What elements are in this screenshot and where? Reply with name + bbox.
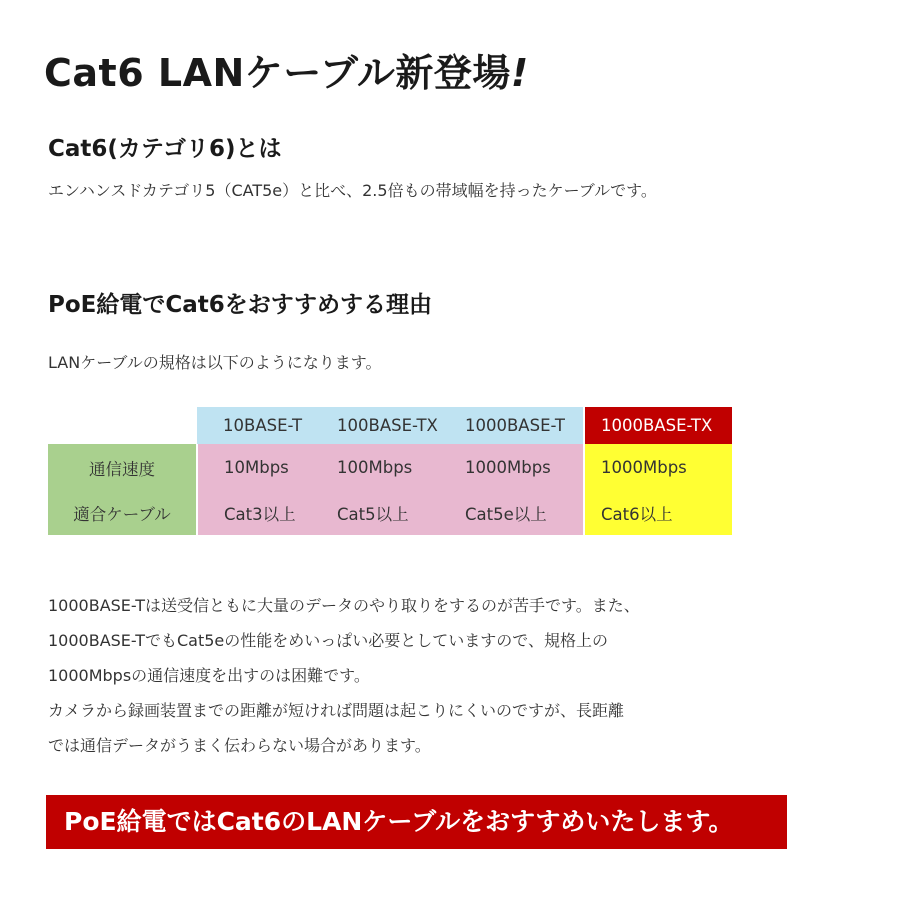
explanation-line: 1000BASE-Tは送受信ともに大量のデータのやり取りをするのが苦手です。また、 [48,596,640,615]
explanation-line: 1000Mbpsの通信速度を出すのは困難です。 [48,666,370,685]
explanation-text [48,588,640,763]
table-cell: 100Mbps [311,444,451,491]
table-header-cell: 100BASE-TX [311,407,451,444]
table-cell-highlight: Cat6以上 [584,491,732,535]
table-cell-highlight: 1000Mbps [584,444,732,491]
table-cell: 1000Mbps [451,444,584,491]
explanation-line: 1000BASE-TでもCat5eの性能をめいっぱい必要としていますので、規格上の [48,631,608,650]
table-cell: 10Mbps [197,444,311,491]
table-cell: Cat3以上 [197,491,311,535]
page-title-text: Cat6 LANケーブル新登場 [44,51,511,95]
table-row-label: 適合ケーブル [48,491,197,535]
table-header-cell-highlight: 1000BASE-TX [584,407,732,444]
table-row [48,444,732,491]
page-title-exclaim: ! [510,51,529,95]
table-corner-cell [48,407,197,444]
table-header-row [48,407,732,444]
explanation-line: では通信データがうまく伝わらない場合があります。 [48,736,431,755]
table-cell: Cat5以上 [311,491,451,535]
table-header-cell: 1000BASE-T [451,407,584,444]
table-cell: Cat5e以上 [451,491,584,535]
lan-spec-table [48,407,732,535]
page-title [44,42,529,97]
table-header-cell: 10BASE-T [197,407,311,444]
table-row-label: 通信速度 [48,444,197,491]
recommendation-banner-text: PoE給電ではCat6のLANケーブルをおすすめいたします。 [64,807,734,836]
explanation-line: カメラから録画装置までの距離が短ければ問題は起こりにくいのですが、長距離 [48,701,625,720]
table-row [48,491,732,535]
section-heading-cat6: Cat6(カテゴリ6)とは [48,136,282,162]
recommendation-banner [46,795,787,849]
section-heading-poe: PoE給電でCat6をおすすめする理由 [48,292,432,318]
section-text-cat6: エンハンスドカテゴリ5（CAT5e）と比べ、2.5倍もの帯域幅を持ったケーブルです。 [48,181,657,200]
section-intro-poe: LANケーブルの規格は以下のようになります。 [48,353,382,372]
